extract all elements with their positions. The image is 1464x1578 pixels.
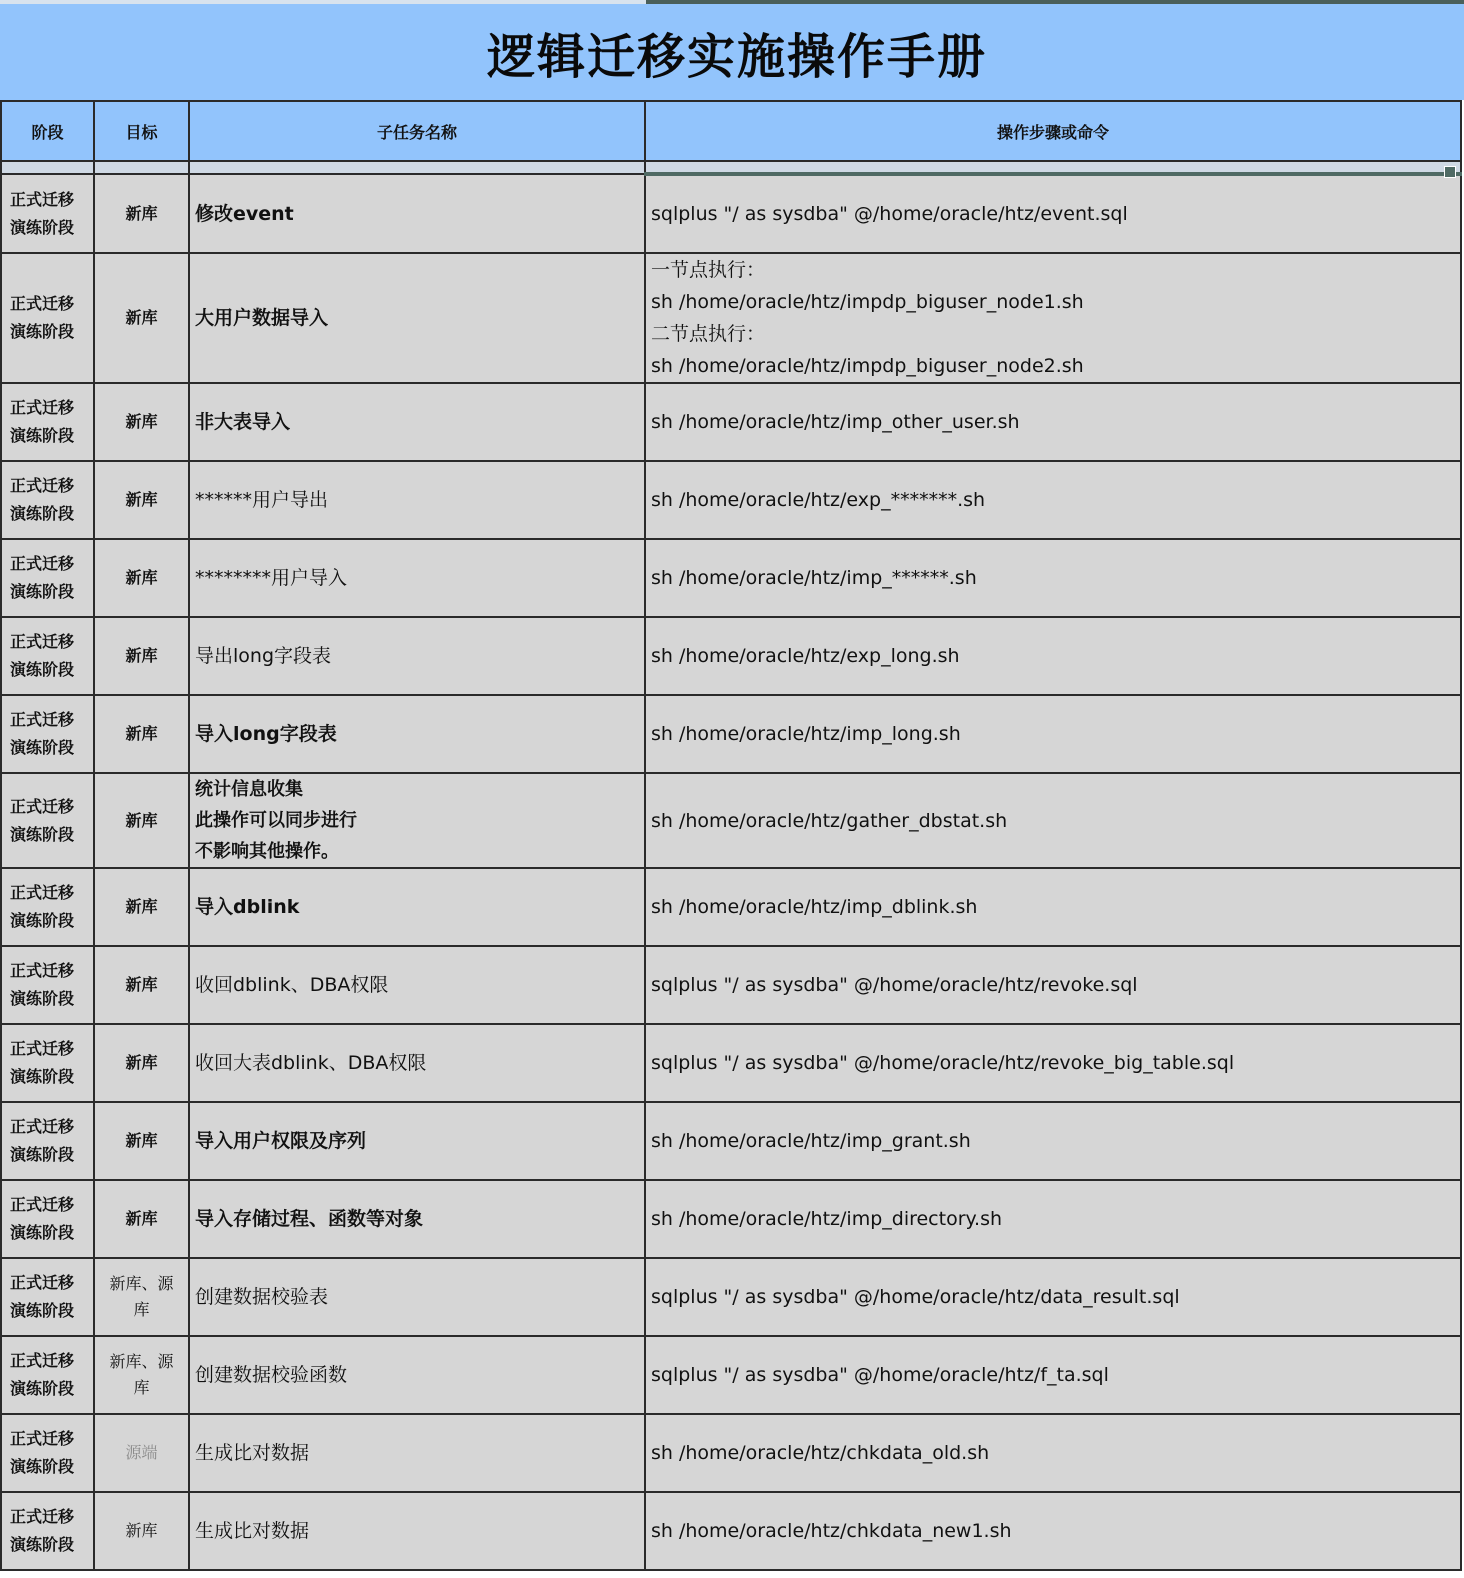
stage-text: 演练阶段 xyxy=(10,322,75,341)
stage-cell[interactable] xyxy=(1,695,94,773)
stage-text: 演练阶段 xyxy=(10,582,75,601)
stage-text: 正式迁移 xyxy=(10,632,75,651)
target-cell[interactable] xyxy=(94,174,189,253)
subtask-cell[interactable] xyxy=(189,773,645,868)
header-cell-target[interactable]: 目标 xyxy=(94,101,189,161)
stage-text: 演练阶段 xyxy=(10,1067,75,1086)
command-cell[interactable] xyxy=(645,868,1461,946)
table-row xyxy=(1,773,1461,868)
header-cell-command[interactable]: 操作步骤或命令 xyxy=(645,101,1461,161)
target-text: 新库、源 xyxy=(109,1352,174,1371)
table-row xyxy=(1,1024,1461,1102)
target-cell[interactable] xyxy=(94,383,189,461)
stage-text: 演练阶段 xyxy=(10,504,75,523)
target-cell[interactable] xyxy=(94,1492,189,1570)
selected-cell[interactable] xyxy=(645,161,1461,174)
header-row xyxy=(1,101,1461,161)
stage-text: 演练阶段 xyxy=(10,660,75,679)
stage-text: 正式迁移 xyxy=(10,710,75,729)
table-row xyxy=(1,253,1461,383)
command-cell[interactable] xyxy=(645,1336,1461,1414)
command-cell[interactable] xyxy=(645,1258,1461,1336)
target-text: 新库 xyxy=(125,1521,158,1540)
stage-text: 演练阶段 xyxy=(10,1535,75,1554)
subtask-cell[interactable] xyxy=(189,174,645,253)
table-row xyxy=(1,461,1461,539)
target-text: 新库 xyxy=(125,1053,158,1072)
stage-text: 正式迁移 xyxy=(10,1351,75,1370)
target-cell[interactable] xyxy=(94,946,189,1024)
subtask-text: 不影响其他操作。 xyxy=(195,841,339,862)
table-row xyxy=(1,1102,1461,1180)
stage-cell[interactable] xyxy=(1,1414,94,1492)
stage-cell[interactable] xyxy=(1,1024,94,1102)
target-cell[interactable] xyxy=(94,617,189,695)
command-text: sh /home/oracle/htz/chkdata_old.sh xyxy=(651,1442,990,1464)
command-text: sh /home/oracle/htz/exp_*******.sh xyxy=(651,489,986,511)
subtask-cell[interactable] xyxy=(189,617,645,695)
target-text: 新库 xyxy=(125,724,158,743)
target-text: 新库 xyxy=(125,810,158,830)
page-title: 逻辑迁移实施操作手册 xyxy=(486,28,987,85)
command-text: sqlplus "/ as sysdba" @/home/oracle/htz/revoke_big_table.sql xyxy=(651,1052,1235,1074)
table-row xyxy=(1,539,1461,617)
stage-cell[interactable] xyxy=(1,617,94,695)
stage-text: 演练阶段 xyxy=(10,1379,75,1398)
stage-text: 演练阶段 xyxy=(10,1145,75,1164)
table-row xyxy=(1,868,1461,946)
command-text: sh /home/oracle/htz/gather_dbstat.sh xyxy=(651,809,1008,832)
header-cell-subtask[interactable]: 子任务名称 xyxy=(189,101,645,161)
target-text: 新库 xyxy=(125,308,158,327)
stage-cell[interactable] xyxy=(1,946,94,1024)
target-text: 新库 xyxy=(125,1209,158,1228)
stage-text: 正式迁移 xyxy=(10,398,75,417)
command-text: sh /home/oracle/htz/imp_dblink.sh xyxy=(651,896,978,918)
stage-cell[interactable] xyxy=(1,174,94,253)
command-text: 二节点执行： xyxy=(651,323,766,345)
table-row xyxy=(1,695,1461,773)
command-cell[interactable] xyxy=(645,617,1461,695)
table-body xyxy=(1,174,1461,1570)
target-text: 源端 xyxy=(125,1443,158,1462)
stage-cell[interactable] xyxy=(1,1180,94,1258)
subtask-text: 导入long字段表 xyxy=(195,723,337,745)
command-text: sh /home/oracle/htz/imp_grant.sh xyxy=(651,1130,971,1152)
subtask-text: 收回dblink、DBA权限 xyxy=(195,974,389,996)
target-text: 新库、源 xyxy=(109,1274,174,1293)
command-text: sh /home/oracle/htz/imp_long.sh xyxy=(651,723,961,745)
target-cell[interactable] xyxy=(94,253,189,383)
command-cell[interactable] xyxy=(645,383,1461,461)
stage-text: 演练阶段 xyxy=(10,1301,75,1320)
subtask-cell[interactable] xyxy=(189,695,645,773)
target-text: 新库 xyxy=(125,646,158,665)
stage-cell[interactable] xyxy=(1,1258,94,1336)
target-cell[interactable] xyxy=(94,1024,189,1102)
command-text: sh /home/oracle/htz/chkdata_new1.sh xyxy=(651,1520,1012,1542)
command-cell[interactable] xyxy=(645,1414,1461,1492)
target-cell[interactable] xyxy=(94,1102,189,1180)
subtask-text: 大用户数据导入 xyxy=(195,307,329,329)
command-cell[interactable] xyxy=(645,1102,1461,1180)
target-cell[interactable] xyxy=(94,695,189,773)
subtask-text: 收回大表dblink、DBA权限 xyxy=(195,1052,427,1074)
subtask-cell[interactable] xyxy=(189,461,645,539)
target-text: 库 xyxy=(133,1300,150,1319)
command-text: sqlplus "/ as sysdba" @/home/oracle/htz/event.sql xyxy=(651,203,1128,225)
command-text: sqlplus "/ as sysdba" @/home/oracle/htz/revoke.sql xyxy=(651,974,1138,996)
subtask-cell[interactable] xyxy=(189,1336,645,1414)
command-cell[interactable] xyxy=(645,253,1461,383)
command-text: sh /home/oracle/htz/exp_long.sh xyxy=(651,645,960,667)
target-cell[interactable] xyxy=(94,773,189,868)
command-text: sqlplus "/ as sysdba" @/home/oracle/htz/data_result.sql xyxy=(651,1286,1180,1308)
command-text: sh /home/oracle/htz/impdp_biguser_node2.sh xyxy=(651,355,1084,377)
stage-cell[interactable] xyxy=(1,253,94,383)
target-text: 新库 xyxy=(125,203,158,223)
stage-text: 演练阶段 xyxy=(10,738,75,757)
stage-cell[interactable] xyxy=(1,539,94,617)
command-cell[interactable] xyxy=(645,1492,1461,1570)
stage-text: 演练阶段 xyxy=(10,824,75,844)
stage-text: 正式迁移 xyxy=(10,1117,75,1136)
target-text: 新库 xyxy=(125,490,158,509)
command-text: sh /home/oracle/htz/imp_******.sh xyxy=(651,567,977,589)
table-row xyxy=(1,1336,1461,1414)
spacer-cell[interactable] xyxy=(94,161,189,174)
command-cell[interactable] xyxy=(645,1180,1461,1258)
command-text: sh /home/oracle/htz/imp_directory.sh xyxy=(651,1208,1003,1230)
selection-fill-handle[interactable] xyxy=(1444,166,1456,178)
stage-text: 演练阶段 xyxy=(10,1457,75,1476)
stage-text: 正式迁移 xyxy=(10,1429,75,1448)
subtask-cell[interactable] xyxy=(189,253,645,383)
subtask-text: 生成比对数据 xyxy=(195,1520,310,1542)
table-row xyxy=(1,174,1461,253)
header-cell-stage[interactable]: 阶段 xyxy=(1,101,94,161)
target-cell[interactable] xyxy=(94,1258,189,1336)
subtask-text: 统计信息收集 xyxy=(195,779,303,800)
target-text: 库 xyxy=(133,1378,150,1397)
table-row xyxy=(1,617,1461,695)
subtask-cell[interactable] xyxy=(189,1180,645,1258)
target-cell[interactable] xyxy=(94,1414,189,1492)
table-row xyxy=(1,1180,1461,1258)
stage-text: 正式迁移 xyxy=(10,1507,75,1526)
table-row xyxy=(1,1492,1461,1570)
stage-text: 正式迁移 xyxy=(10,1039,75,1058)
subtask-text: 导入存储过程、函数等对象 xyxy=(195,1208,424,1230)
stage-text: 正式迁移 xyxy=(10,1195,75,1214)
command-cell[interactable] xyxy=(645,773,1461,868)
stage-text: 演练阶段 xyxy=(10,989,75,1008)
stage-text: 正式迁移 xyxy=(10,189,75,209)
command-cell[interactable] xyxy=(645,461,1461,539)
stage-cell[interactable] xyxy=(1,1102,94,1180)
subtask-cell[interactable] xyxy=(189,1414,645,1492)
command-text: 一节点执行： xyxy=(651,259,766,281)
spacer-cell[interactable] xyxy=(1,161,94,174)
subtask-text: 创建数据校验表 xyxy=(195,1286,329,1308)
spacer-cell[interactable] xyxy=(189,161,645,174)
title-cell[interactable] xyxy=(0,4,1464,100)
subtask-text: 创建数据校验函数 xyxy=(195,1364,348,1386)
stage-text: 演练阶段 xyxy=(10,217,75,237)
command-text: sqlplus "/ as sysdba" @/home/oracle/htz/f_ta.sql xyxy=(651,1364,1109,1386)
target-cell[interactable] xyxy=(94,461,189,539)
subtask-text: 导入dblink xyxy=(195,896,300,918)
stage-cell[interactable] xyxy=(1,383,94,461)
command-text: sh /home/oracle/htz/imp_other_user.sh xyxy=(651,411,1020,433)
target-cell[interactable] xyxy=(94,1180,189,1258)
subtask-cell[interactable] xyxy=(189,868,645,946)
subtask-text: 非大表导入 xyxy=(195,411,291,433)
target-text: 新库 xyxy=(125,1131,158,1150)
subtask-cell[interactable] xyxy=(189,1102,645,1180)
target-text: 新库 xyxy=(125,568,158,587)
stage-cell[interactable] xyxy=(1,461,94,539)
table-row xyxy=(1,946,1461,1024)
spreadsheet-table xyxy=(0,100,1462,1571)
subtask-text: 导出long字段表 xyxy=(195,645,332,667)
target-cell[interactable] xyxy=(94,539,189,617)
subtask-text: ******用户导出 xyxy=(195,489,329,511)
command-cell[interactable] xyxy=(645,1024,1461,1102)
stage-text: 演练阶段 xyxy=(10,1223,75,1242)
subtask-cell[interactable] xyxy=(189,1024,645,1102)
subtask-text: 修改event xyxy=(195,202,294,225)
stage-text: 演练阶段 xyxy=(10,911,75,930)
stage-text: 正式迁移 xyxy=(10,1273,75,1292)
table-row xyxy=(1,1414,1461,1492)
command-cell[interactable] xyxy=(645,946,1461,1024)
target-cell[interactable] xyxy=(94,1336,189,1414)
table-row xyxy=(1,383,1461,461)
target-cell[interactable] xyxy=(94,868,189,946)
stage-text: 正式迁移 xyxy=(10,554,75,573)
command-text: sh /home/oracle/htz/impdp_biguser_node1.sh xyxy=(651,291,1084,313)
stage-text: 演练阶段 xyxy=(10,426,75,445)
command-cell[interactable] xyxy=(645,174,1461,253)
stage-cell[interactable] xyxy=(1,868,94,946)
subtask-cell[interactable] xyxy=(189,383,645,461)
subtask-text: 生成比对数据 xyxy=(195,1442,310,1464)
subtask-text: ********用户导入 xyxy=(195,567,348,589)
stage-cell[interactable] xyxy=(1,1336,94,1414)
target-text: 新库 xyxy=(125,897,158,916)
subtask-cell[interactable] xyxy=(189,1258,645,1336)
stage-text: 正式迁移 xyxy=(10,476,75,495)
target-text: 新库 xyxy=(125,412,158,431)
subtask-cell[interactable] xyxy=(189,1492,645,1570)
spacer-row xyxy=(1,161,1461,174)
subtask-text: 导入用户权限及序列 xyxy=(195,1130,367,1152)
stage-cell[interactable] xyxy=(1,773,94,868)
target-text: 新库 xyxy=(125,975,158,994)
subtask-cell[interactable] xyxy=(189,539,645,617)
table-row xyxy=(1,1258,1461,1336)
stage-text: 正式迁移 xyxy=(10,294,75,313)
subtask-text: 此操作可以同步进行 xyxy=(195,810,357,831)
subtask-cell[interactable] xyxy=(189,946,645,1024)
stage-text: 正式迁移 xyxy=(10,961,75,980)
command-cell[interactable] xyxy=(645,539,1461,617)
stage-cell[interactable] xyxy=(1,1492,94,1570)
command-cell[interactable] xyxy=(645,695,1461,773)
stage-text: 正式迁移 xyxy=(10,796,75,816)
stage-text: 正式迁移 xyxy=(10,883,75,902)
